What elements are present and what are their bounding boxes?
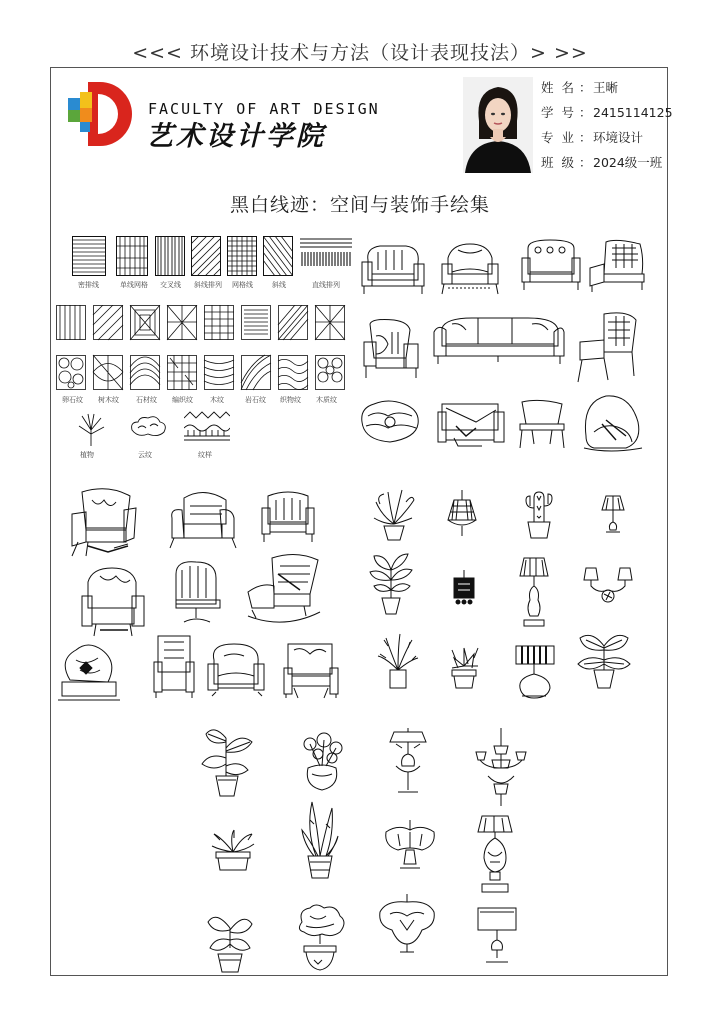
potted-plant-sketch	[376, 632, 420, 690]
armchair-sketch	[204, 642, 266, 698]
armchair-sketch	[78, 566, 148, 640]
hanging-lamp-sketch	[450, 570, 478, 610]
armchair-sketch	[68, 486, 138, 558]
table-lamp-sketch	[388, 726, 428, 798]
chandelier-sketch	[376, 894, 438, 956]
texture-label: 云纹	[138, 451, 152, 459]
faculty-logo	[66, 78, 132, 150]
texture-swatch	[191, 236, 221, 276]
student-photo	[463, 77, 533, 173]
texture-swatch-grid	[56, 305, 346, 405]
texture-label: 木质纹	[316, 396, 337, 404]
texture-label: 纹样	[198, 451, 212, 459]
texture-label: 斜线排列	[194, 281, 222, 289]
wall-sconce-sketch	[582, 566, 634, 606]
faculty-name-cn: 艺术设计学院	[146, 121, 326, 152]
chandelier-sketch	[472, 728, 530, 808]
student-id: 2415114125	[593, 105, 673, 120]
rocking-chair-sketch	[244, 552, 322, 630]
armchair-sketch	[168, 488, 238, 550]
portfolio-subtitle: 黑白线迹：空间与装饰手绘集	[229, 194, 490, 216]
student-id-row: 学 号 ：2415114125	[541, 105, 673, 120]
texture-swatch	[300, 236, 352, 276]
texture-label: 编织纹	[172, 396, 193, 404]
armchair-sketch	[438, 240, 502, 296]
armchair-sketch	[520, 238, 582, 294]
cloud-texture	[128, 412, 168, 440]
texture-label: 木纹	[210, 396, 224, 404]
armchair-sketch	[436, 396, 506, 450]
texture-label: 斜线	[272, 281, 286, 289]
potted-plant-sketch	[198, 724, 256, 798]
snake-plant-sketch	[298, 800, 342, 880]
texture-label: 网格线	[232, 281, 253, 289]
faculty-name-en: FACULTY OF ART DESIGN	[148, 100, 380, 118]
student-major: 环境设计	[593, 130, 644, 145]
ottoman-sketch	[358, 398, 422, 448]
armchair-sketch	[260, 488, 316, 546]
armchair-sketch	[586, 238, 648, 294]
sofa-sketch	[432, 314, 566, 370]
egg-chair-sketch	[576, 392, 650, 454]
potted-plant-sketch	[372, 488, 416, 542]
texture-swatch	[116, 236, 148, 276]
flower-vase-sketch	[298, 732, 346, 792]
texture-swatch	[227, 236, 257, 276]
student-name-row: 姓 名 ：王晰	[541, 80, 619, 95]
class-label: 班 级	[541, 155, 576, 170]
potted-plant-sketch	[574, 626, 634, 692]
texture-label: 单线网格	[120, 281, 148, 289]
vase-lamp-sketch	[474, 814, 516, 896]
plant-texture	[76, 412, 106, 446]
succulent-sketch	[448, 640, 480, 690]
pattern-texture	[184, 410, 230, 442]
texture-label: 石材纹	[136, 396, 157, 404]
id-label: 学 号	[541, 105, 576, 120]
armchair-sketch	[280, 640, 342, 700]
texture-label: 交叉线	[160, 281, 181, 289]
student-name: 王晰	[593, 80, 619, 95]
texture-label: 织物纹	[280, 396, 301, 404]
floor-lamp-sketch	[518, 556, 550, 628]
texture-label: 植物	[80, 451, 94, 459]
texture-swatch	[263, 236, 293, 276]
student-class-row: 班 级 ：2024级一班	[541, 155, 663, 170]
texture-swatch	[72, 236, 106, 276]
table-lamp-sketch	[512, 644, 558, 700]
course-title: <<< 环境设计技术与方法（设计表现技法）> >>	[132, 42, 588, 64]
armchair-sketch	[574, 312, 640, 384]
armchair-sketch	[362, 318, 422, 382]
armchair-sketch	[152, 632, 196, 700]
name-label: 姓 名	[541, 80, 576, 95]
major-label: 专 业	[541, 130, 576, 145]
swivel-chair-sketch	[170, 560, 226, 626]
texture-label: 密排线	[78, 281, 99, 289]
potted-plant-sketch	[208, 828, 258, 872]
bonsai-sketch	[294, 902, 348, 972]
student-class: 2024级一班	[593, 155, 663, 170]
texture-label: 树木纹	[98, 396, 119, 404]
table-lamp-sketch	[474, 906, 520, 968]
texture-label: 岩石纹	[245, 396, 266, 404]
cactus-sketch	[522, 488, 556, 540]
texture-label: 卵石纹	[62, 396, 83, 404]
chair-sketch	[516, 398, 568, 450]
student-major-row: 专 业 ：环境设计	[541, 130, 644, 145]
armchair-sketch	[360, 240, 426, 296]
wall-lamp-sketch	[382, 820, 438, 872]
table-lamp-sketch	[600, 494, 626, 534]
potted-plant-sketch	[368, 548, 414, 616]
pendant-lamp-sketch	[444, 490, 480, 538]
armchair-sketch	[56, 640, 120, 702]
potted-plant-sketch	[204, 908, 256, 974]
texture-swatch	[155, 236, 185, 276]
texture-label: 直线排列	[312, 281, 340, 289]
